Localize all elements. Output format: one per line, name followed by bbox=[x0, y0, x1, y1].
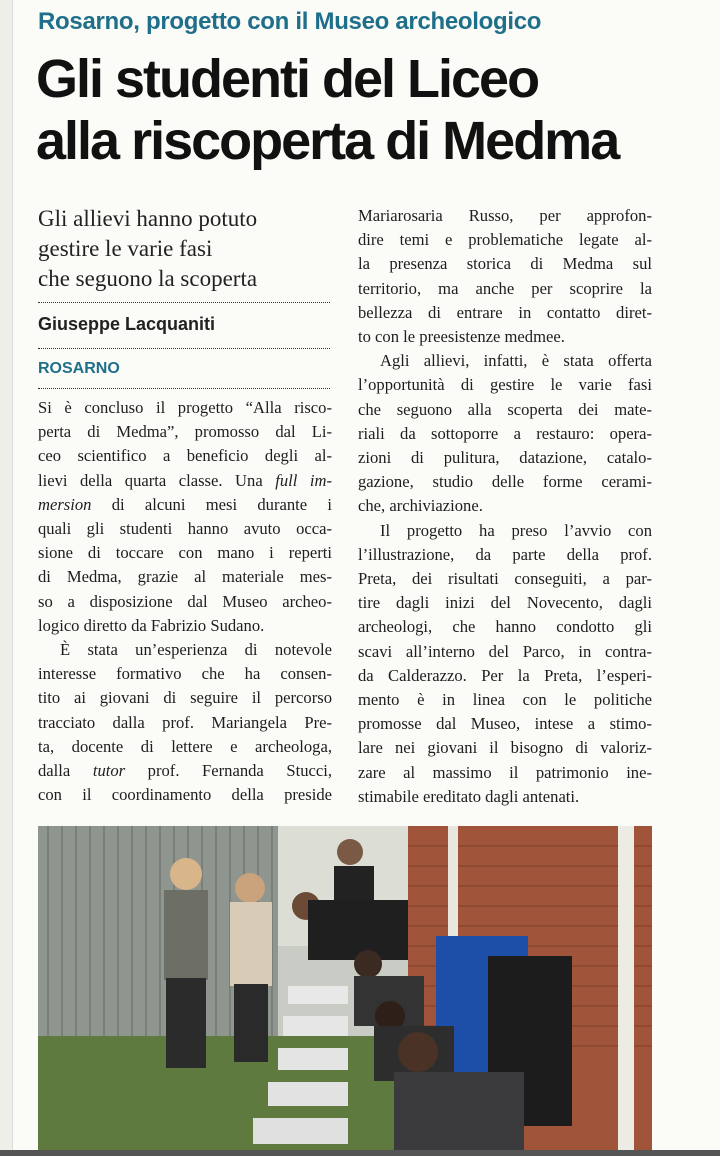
body-line: tire dagli inizi del Novecento, dagli bbox=[358, 593, 652, 613]
body-line: da Calderazzo. Per la Preta, l’esperi- bbox=[358, 665, 652, 685]
page-bottom-edge bbox=[0, 1150, 720, 1156]
headline-line: alla riscoperta di Medma bbox=[36, 111, 619, 171]
article-body-column-1 bbox=[38, 396, 332, 807]
body-text: prof. Fernanda Stucci, bbox=[125, 761, 332, 781]
body-line: zioni di pulitura, datazione, catalo- bbox=[358, 448, 652, 468]
body-text: dalla bbox=[38, 761, 93, 781]
body-line: con il coordinamento della preside bbox=[38, 785, 332, 805]
body-line: l’illustrazione, da parte della prof. bbox=[358, 544, 652, 564]
article-headline bbox=[36, 48, 696, 172]
body-line bbox=[38, 759, 332, 783]
body-line: Il progetto ha preso l’avvio con bbox=[380, 520, 652, 540]
body-line: lare nei giovani il bisogno di valoriz- bbox=[358, 738, 652, 758]
body-line: gazione, studio delle forme cerami- bbox=[358, 472, 652, 492]
body-line: ta, docente di lettere e archeologa, bbox=[38, 736, 332, 756]
subhead-line: Gli allievi hanno potuto bbox=[38, 206, 258, 231]
dotted-divider bbox=[38, 388, 330, 389]
body-italic: mersion bbox=[38, 494, 92, 514]
photo-illustration bbox=[38, 826, 652, 1150]
body-line: archeologi, che hanno condotto gli bbox=[358, 617, 652, 637]
body-line: interesse formativo che ha consen- bbox=[38, 664, 332, 684]
body-text: di alcuni mesi durante i bbox=[91, 494, 332, 514]
article-kicker: Rosarno, progetto con il Museo archeologico bbox=[38, 8, 542, 35]
body-line: mento è in linea con le politiche bbox=[358, 690, 652, 710]
body-line: che, archiviazione. bbox=[358, 496, 483, 516]
body-line: quali gli studenti hanno avuto occa- bbox=[38, 519, 332, 539]
body-line: Preta, dei risultati conseguiti, a par- bbox=[358, 569, 652, 589]
headline-line: Gli studenti del Liceo bbox=[36, 49, 539, 109]
body-line bbox=[38, 469, 332, 493]
dotted-divider bbox=[38, 348, 330, 349]
body-line: to con le preesistenze medmee. bbox=[358, 327, 565, 347]
body-line: zare al massimo il patrimonio ine- bbox=[358, 762, 652, 782]
subhead-line: gestire le varie fasi bbox=[38, 236, 213, 261]
body-line: che seguono alla scoperta dei mate- bbox=[358, 399, 652, 419]
dateline: ROSARNO bbox=[38, 360, 120, 377]
body-line: l’opportunità di gestire le varie fasi bbox=[358, 375, 652, 395]
body-line: perta di Medma”, promosso dal Li- bbox=[38, 422, 332, 442]
dotted-divider bbox=[38, 302, 330, 303]
body-text: lievi della quarta classe. Una bbox=[38, 470, 276, 490]
article-photo bbox=[38, 826, 652, 1150]
body-line: promosse dal Museo, intese a stimo- bbox=[358, 714, 652, 734]
article-subhead bbox=[38, 204, 338, 294]
body-line: ceo scientifico a beneficio degli al- bbox=[38, 446, 332, 466]
body-line: scavi all’interno del Parco, in contra- bbox=[358, 641, 652, 661]
body-italic: tutor bbox=[92, 761, 126, 781]
body-line bbox=[38, 493, 332, 517]
body-line: bellezza di entrare in contatto diret- bbox=[358, 302, 652, 322]
body-line: Si è concluso il progetto “Alla risco- bbox=[38, 398, 332, 417]
subhead-line: che seguono la scoperta bbox=[38, 266, 258, 291]
body-line: territorio, ma anche per scoprire la bbox=[358, 278, 652, 298]
page-gutter bbox=[0, 0, 13, 1156]
body-line: tito ai giovani di seguire il percorso bbox=[38, 688, 332, 708]
body-line: È stata un’esperienza di notevole bbox=[60, 640, 332, 660]
body-line: dire temi e problematiche legate al- bbox=[358, 230, 652, 250]
body-italic: full im- bbox=[275, 470, 333, 490]
body-line: sione di toccare con mano i reperti bbox=[38, 543, 332, 563]
body-line: la presenza storica di Medma sul bbox=[358, 254, 652, 274]
body-line: riali da sottoporre a restauro: opera- bbox=[358, 423, 652, 443]
body-line: tracciato dalla prof. Mariangela Pre- bbox=[38, 712, 332, 732]
body-line: Mariarosaria Russo, per approfon- bbox=[358, 206, 652, 225]
body-line: Agli allievi, infatti, è stata offerta bbox=[380, 351, 652, 371]
body-line: so a disposizione dal Museo archeo- bbox=[38, 591, 332, 611]
body-line: stimabile ereditato dagli antenati. bbox=[358, 786, 580, 806]
body-line: di Medma, grazie al materiale mes- bbox=[38, 567, 332, 587]
body-line: logico diretto da Fabrizio Sudano. bbox=[38, 615, 265, 635]
byline: Giuseppe Lacquaniti bbox=[38, 314, 216, 334]
article-body-column-2 bbox=[358, 204, 652, 809]
